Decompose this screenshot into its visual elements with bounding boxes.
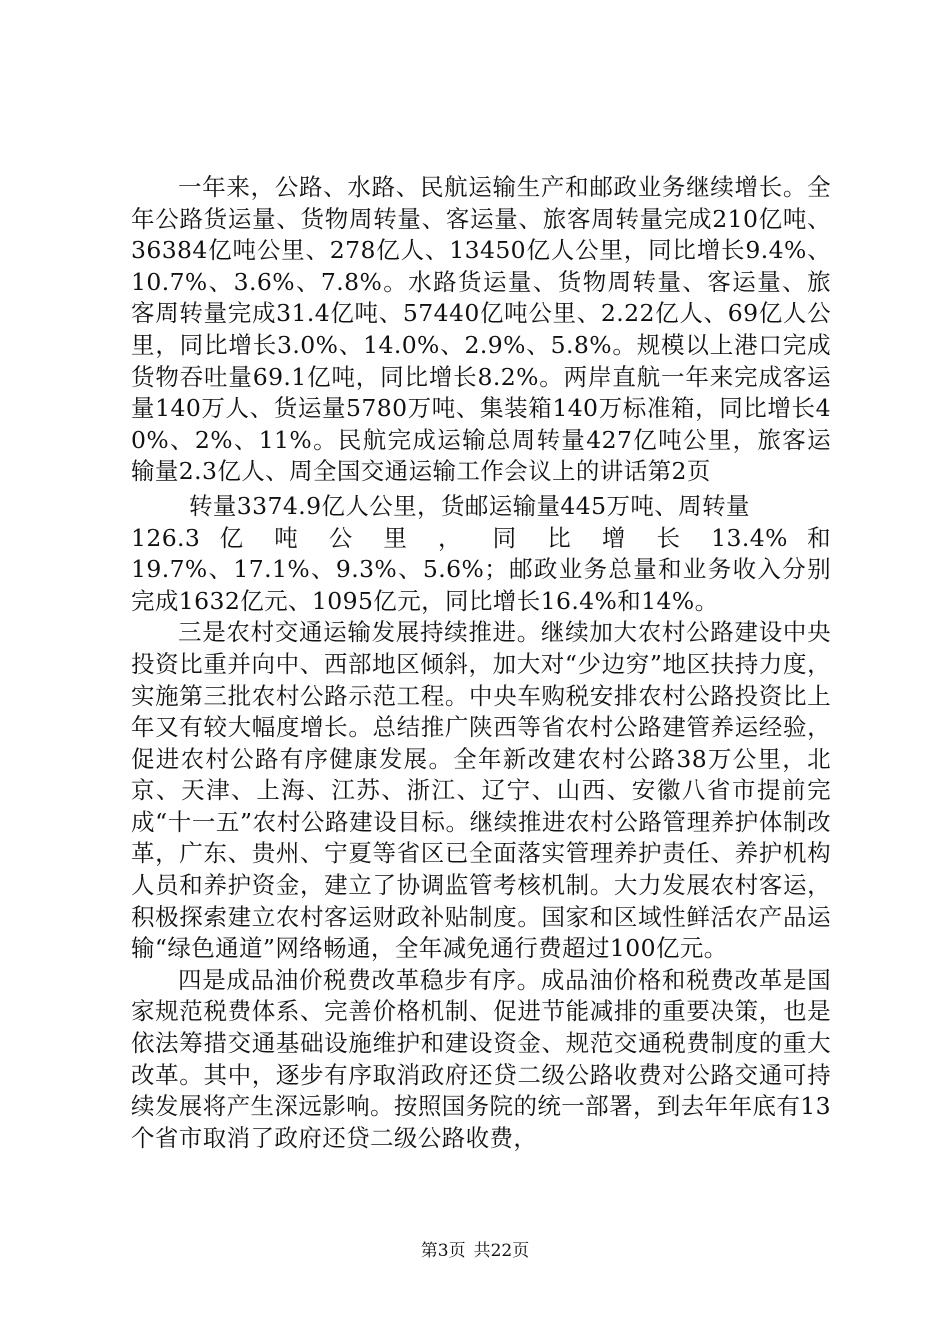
paragraph-civil-aviation-continued: 转量3374.9亿人公里，货邮运输量445万吨、周转量 [189,491,750,520]
paragraph-transport-growth: 一年来，公路、水路、民航运输生产和邮政业务继续增长。全年公路货运量、货物周转量、客运量、旅客周转量完成210亿吨、36384亿吨公里、278亿人、13450亿人公里，同比增长9.4%、10.7%、3.6%、7.8%。水路货运量、货物周转量、客运量、旅客周转量完成31.4亿吨、57440亿吨公里、2.22亿人、69亿人公里，同比增长3.0%、14.0%、2.9%、5.8%。规模以上港口完成货物吞吐量69.1亿吨，同比增长8.2%。两岸直航一年来完成客运量140万人、货运量5780万吨、集装箱140万标准箱，同比增长40%、2%、11%。民航完成运输总周转量427亿吨公里，旅客运输量2.3亿人、周全国交通运输工作会议上的讲话第2页 [131,173,831,486]
paragraph-civil-aviation-spaced-line: 126.3 亿 吨 公 里 ， 同 比 增 长 13.4% 和 [131,523,831,552]
paragraph-fuel-tax-reform: 四是成品油价税费改革稳步有序。成品油价格和税费改革是国家规范税费体系、完善价格机制、促进节能减排的重要决策，也是依法筹措交通基础设施维护和建设资金、规范交通税费制度的重大改革。其中，逐步有序取消政府还贷二级公路收费对公路交通可持续发展将产生深远影响。按照国务院的统一部署，到去年年底有13个省市取消了政府还贷二级公路收费， [131,965,831,1152]
paragraph-rural-transport: 三是农村交通运输发展持续推进。继续加大农村公路建设中央投资比重并向中、西部地区倾斜，加大对“少边穷”地区扶持力度，实施第三批农村公路示范工程。中央车购税安排农村公路投资比上年又有较大幅度增长。总结推广陕西等省农村公路建管养运经验，促进农村公路有序健康发展。全年新改建农村公路38万公里，北京、天津、上海、江苏、浙江、辽宁、山西、安徽八省市提前完成“十一五”农村公路建设目标。继续推进农村公路管理养护体制改革，广东、贵州、宁夏等省区已全面落实管理养护责任、养护机构人员和养护资金，建立了协调监管考核机制。大力发展农村客运，积极探索建立农村客运财政补贴制度。国家和区域性鲜活农产品运输“绿色通道”网络畅通，全年减免通行费超过100亿元。 [131,618,831,963]
page-number: 第3页 [420,1241,466,1261]
page-footer [0,1240,950,1262]
page-total: 共22页 [473,1241,530,1261]
paragraph-postal-growth: 19.7%、17.1%、9.3%、5.6%；邮政业务总量和业务收入分别完成1632亿元、1095亿元，同比增长16.4%和14%。 [131,555,831,615]
document-body [131,172,831,1154]
